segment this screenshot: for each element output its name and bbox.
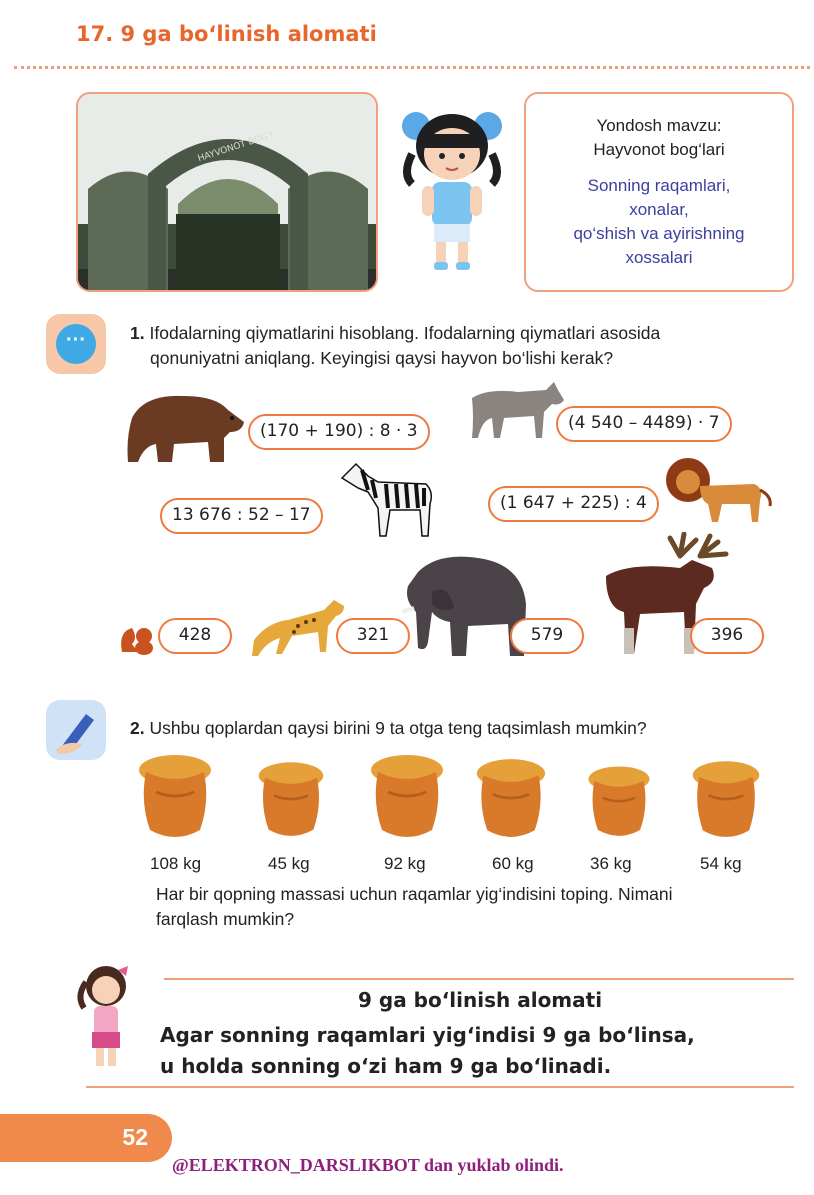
download-credit: @ELEKTRON_DARSLIKBOT dan yuklab olindi.	[172, 1155, 564, 1175]
sack-icon	[256, 758, 326, 842]
related-topic-link-3: qo‘shish va ayirishning	[573, 224, 745, 243]
answer-pill-1: 428	[158, 618, 232, 654]
discussion-icon: ···	[46, 314, 106, 374]
task1-line-2: qonuniyatni aniqlang. Keyingisi qaysi hayvon bo‘lishi kerak?	[150, 348, 614, 368]
squirrel-illustration	[118, 622, 156, 656]
zoo-gate-illustration	[78, 94, 376, 290]
small-girl-illustration	[74, 962, 138, 1074]
task1-line-1: Ifodalarning qiymatlarini hisoblang. Ifodalarning qiymatlari asosida	[149, 323, 661, 343]
sack-weight-3: 92 kg	[384, 854, 426, 873]
task2-number: 2.	[130, 718, 145, 738]
expression-pill-1: (170 + 190) : 8 · 3	[248, 414, 430, 450]
cheetah-illustration	[248, 592, 348, 662]
expression-pill-3: 13 676 : 52 – 17	[160, 498, 323, 534]
lesson-title: 17. 9 ga bo‘linish alomati	[76, 22, 377, 46]
related-topic-link-4: xossalari	[625, 248, 693, 267]
task2-followup-line-2: farqlash mumkin?	[156, 909, 295, 929]
sack-icon	[586, 762, 652, 842]
rule-top-line	[164, 978, 794, 980]
page-number-tab	[0, 1114, 172, 1162]
related-topic-link-2: xonalar,	[629, 200, 689, 219]
expression-pill-2: (4 540 – 4489) · 7	[556, 406, 732, 442]
sack-icon	[474, 756, 548, 842]
sack-weight-5: 36 kg	[590, 854, 632, 873]
related-topic-name: Hayvonot bog‘lari	[593, 140, 725, 159]
girl-character-illustration	[392, 104, 512, 274]
zebra-illustration	[338, 462, 436, 540]
task2-question	[130, 716, 790, 741]
lion-illustration	[664, 456, 774, 526]
rule-text	[160, 1020, 790, 1082]
task1-number: 1.	[130, 323, 145, 343]
related-topic-box	[524, 92, 794, 292]
sack-icon	[690, 758, 762, 842]
sack-weight-4: 60 kg	[492, 854, 534, 873]
header-divider	[14, 66, 810, 70]
rule-bottom-line	[86, 1086, 794, 1088]
related-topic-link-1: Sonning raqamlari,	[587, 176, 731, 195]
task2-followup-line-1: Har bir qopning massasi uchun raqamlar yig‘indisini toping. Nimani	[156, 884, 673, 904]
bear-illustration	[124, 388, 248, 466]
sack-weight-6: 54 kg	[700, 854, 742, 873]
task2-question-text: Ushbu qoplardan qaysi birini 9 ta otga teng taqsimlash mumkin?	[149, 718, 647, 738]
sack-icon	[368, 752, 446, 842]
gate-sign: HAYVONOT BOG‘I	[196, 130, 275, 165]
rule-line-2: u holda sonning o‘zi ham 9 ga bo‘linadi.	[160, 1054, 612, 1078]
answer-pill-4: 396	[690, 618, 764, 654]
answer-pill-2: 321	[336, 618, 410, 654]
zoo-gate-photo	[76, 92, 378, 292]
sack-weight-2: 45 kg	[268, 854, 310, 873]
rule-title: 9 ga bo‘linish alomati	[358, 988, 603, 1012]
task1-text	[130, 321, 790, 371]
sacks-row	[0, 752, 814, 852]
wolf-illustration	[468, 380, 566, 442]
rule-line-1: Agar sonning raqamlari yig‘indisi 9 ga bo‘linsa,	[160, 1023, 695, 1047]
sack-icon	[136, 752, 214, 842]
expression-pill-4: (1 647 + 225) : 4	[488, 486, 659, 522]
sack-weight-1: 108 kg	[150, 854, 202, 873]
answer-pill-3: 579	[510, 618, 584, 654]
writing-icon	[46, 700, 106, 760]
page-number: 52	[122, 1124, 148, 1150]
related-topic-heading: Yondosh mavzu:	[596, 116, 722, 135]
task2-followup	[156, 882, 796, 932]
